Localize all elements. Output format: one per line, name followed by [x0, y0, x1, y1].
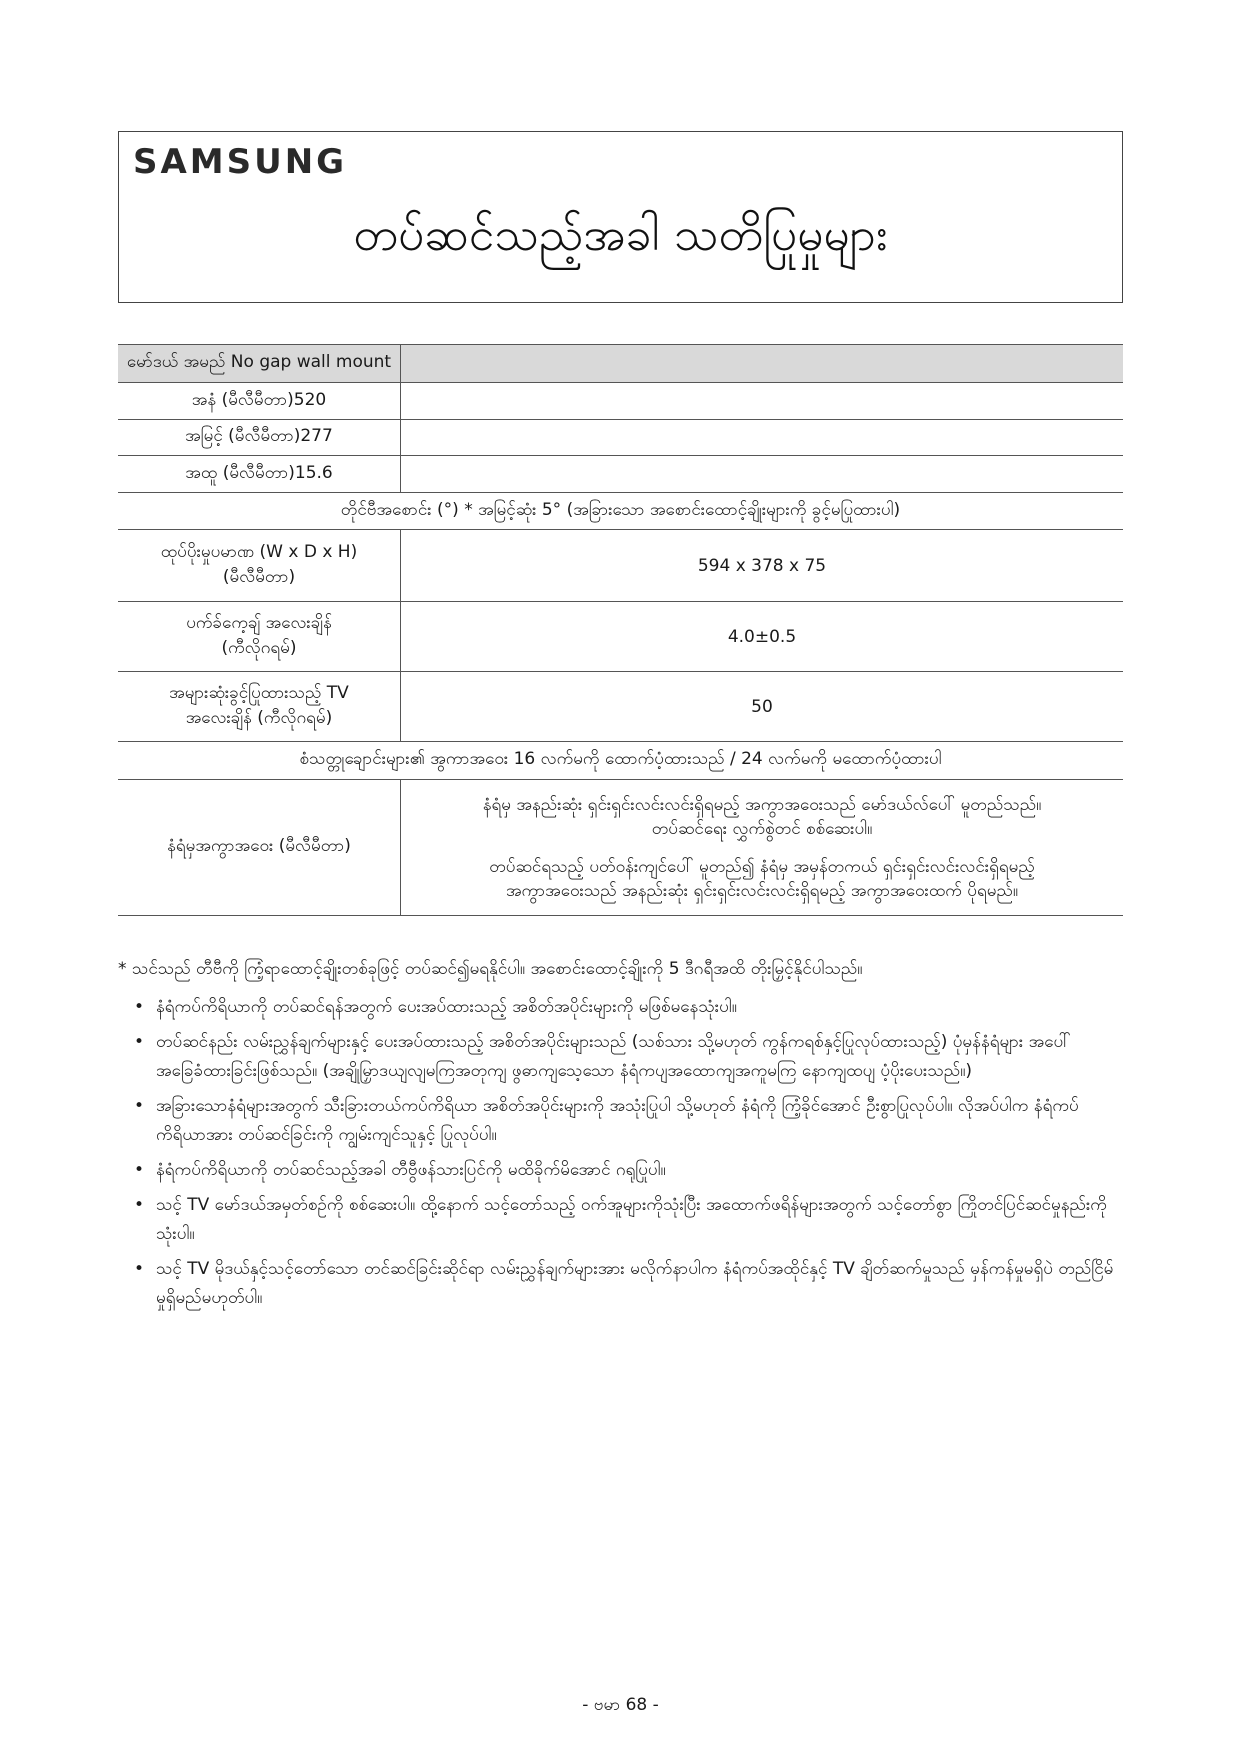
height-cell: အမြင့် (မီလီမီတာ)277 — [118, 420, 401, 456]
cable-row — [118, 742, 1123, 780]
header-empty-cell — [401, 345, 1124, 383]
depth-cell: အထူ (မီလီမီတာ)15.6 — [118, 456, 401, 493]
package-size-value: 594 x 378 x 75 — [401, 530, 1124, 602]
bullet-list — [118, 993, 1123, 1313]
bullet-icon: • — [134, 1195, 145, 1215]
table-header-row — [118, 345, 1123, 383]
bullet-icon: • — [134, 997, 145, 1017]
tilt-row — [118, 493, 1123, 530]
model-name-value: No gap wall mount — [230, 352, 392, 372]
width-value: 520 — [293, 389, 327, 410]
tilt-label: တိုင်ဗီအစောင်း (°) * — [340, 499, 473, 520]
wall-gap-row — [118, 780, 1123, 916]
list-item: • နံရံကပ်ကိရိယာကို တပ်ဆင်သည့်အခါ တီဗွီဖန်သားပြင်ကို မထိခိုက်မိအောင် ဂရုပြုပါ။ — [134, 1156, 1123, 1185]
samsung-logo: SAMSUNG — [133, 142, 348, 182]
tilt-value: အမြင့်ဆုံး 5° (အခြားသော အစောင်းထောင့်ချိုးများကို ခွင့်မပြုထားပါ) — [478, 499, 901, 520]
header-box — [118, 131, 1123, 303]
list-item: • အခြားသောနံရံများအတွက် သီးခြားတယ်ကပ်ကိရိယာ အစိတ်အပိုင်းများကို အသုံးပြုပါ သို့မဟုတ် နံရံကို ကြံ့ခိုင်အောင် ဦးစွာပြုလုပ်ပါ။ လိုအပ်ပါက နံရံကပ် ကိရိယာအား တပ်ဆင်ခြင်းကို ကျွမ်းကျင်သူနှင့် ပြုလုပ်ပါ။ — [134, 1092, 1123, 1150]
package-weight-row — [118, 602, 1123, 672]
cable-cell — [118, 742, 1123, 780]
max-tv-weight-label: အများဆုံးခွင့်ပြုထားသည့် TV အလေးချိန် (ကီလိုဂရမ်) — [118, 672, 401, 742]
list-item: • သင့် TV မော်ဒယ်အမှတ်စဉ်ကို စစ်ဆေးပါ။ ထို့နောက် သင့်တော်သည့် ဝက်အူများကိုသုံးပြီး အထောက်ဖရိန်များအတွက် သင့်တော်စွာ ကြိုတင်ပြင်ဆင်မှုနည်းကိုသုံးပါ။ — [134, 1191, 1123, 1249]
package-size-row — [118, 530, 1123, 602]
list-item: • နံရံကပ်ကိရိယာကို တပ်ဆင်ရန်အတွက် ပေးအပ်ထားသည့် အစိတ်အပိုင်းများကို မဖြစ်မနေသုံးပါ။ — [134, 993, 1123, 1022]
max-tv-weight-value: 50 — [401, 672, 1124, 742]
asterisk-note: * သင်သည် တီဗီကို ကြံ့ရာထောင့်ချိုးတစ်ခုဖြင့် တပ်ဆင်၍မရနိုင်ပါ။ အစောင်းထောင့်ချိုးကို 5 ဒီဂရီအထိ တိုးမြှင့်နိုင်ပါသည်။ — [118, 959, 863, 979]
model-name-label: မော်ဒယ် အမည် No gap wall mount — [118, 345, 401, 383]
wall-gap-label: နံရံမှအကွာအဝေး (မီလီမီတာ) — [118, 780, 401, 916]
wall-gap-notes: နံရံမှ အနည်းဆုံး ရှင်းရှင်းလင်းလင်းရှိရမည့် အကွာအဝေးသည် မော်ဒယ်လ်ပေါ် မူတည်သည်။ တပ်ဆင်ရေး လွှက်စွဲတင် စစ်ဆေးပါ။ တပ်ဆင်ရသည့် ပတ်ဝန်းကျင်ပေါ် မူတည်၍ နံရံမှ အမှန်တကယ် ရှင်းရှင်းလင်းလင်းရှိရမည့် အကွာအဝေးသည် အနည်းဆုံး ရှင်းရှင်းလင်းလင်းရှိရမည့် အကွာအဝေးထက် ပိုရမည်။ — [401, 780, 1124, 916]
notes-section — [118, 958, 1123, 1319]
cable-value: 16 လက်မကို ထောက်ပံ့ထားသည် / 24 လက်မကို မထောက်ပံ့ထားပါ — [513, 749, 942, 769]
table-row — [118, 456, 1123, 493]
bullet-icon: • — [134, 1032, 145, 1052]
bullet-icon: • — [134, 1096, 145, 1116]
package-weight-label: ပက်ခ်ကေ့ချ် အလေးချိန် (ကီလိုဂရမ်) — [118, 602, 401, 672]
table-row — [118, 420, 1123, 456]
max-tv-weight-row — [118, 672, 1123, 742]
tilt-cell — [118, 493, 1123, 530]
spec-table — [118, 344, 1123, 916]
page-title: တပ်ဆင်သည့်အခါ သတိပြုမှုများ — [353, 207, 888, 261]
height-value: 277 — [300, 426, 333, 446]
table-row — [118, 383, 1123, 420]
package-size-label: ထုပ်ပိုးမှုပမာဏ (W x D x H) (မီလီမီတာ) — [118, 530, 401, 602]
bullet-icon: • — [134, 1160, 145, 1180]
page-number: - ဗမာ 68 - — [582, 1695, 659, 1715]
list-item: • သင့် TV မိုဒယ်နှင့်သင့်တော်သော တင်ဆင်ခြင်းဆိုင်ရာ လမ်းညွှန်ချက်များအား မလိုက်နာပါက နံရံကပ်အထိုင်နှင့် TV ချိတ်ဆက်မှုသည် မှန်ကန်မှုမရှိပဲ တည်ငြိမ်မှုရှိမည်မဟုတ်ပါ။ — [134, 1255, 1123, 1313]
width-cell: အနံ (မီလီမီတာ)520 — [118, 383, 401, 420]
cable-label: စံသတ္တုချောင်းများ၏ အွကာအဝေး — [299, 749, 509, 769]
package-weight-value: 4.0±0.5 — [401, 602, 1124, 672]
list-item: • တပ်ဆင်နည်း လမ်းညွှန်ချက်များနှင့် ပေးအပ်ထားသည့် အစိတ်အပိုင်းများသည် (သစ်သား သို့မဟုတ် ကွန်ကရစ်နှင့်ပြုလုပ်ထားသည့်) ပုံမှန်နံရံများ အပေါ် အခြေခံထားခြင်းဖြစ်သည်။ (အချိုမြှာဒယျလျမကြအတုကျ ဖွဓာကျသေ့သော နံရံကပျအထောကျအကူမကြ နောကျထပျ ပံ့ပိုးပေးသည်။) — [134, 1028, 1123, 1086]
depth-value: 15.6 — [294, 462, 333, 483]
bullet-icon: • — [134, 1259, 145, 1279]
